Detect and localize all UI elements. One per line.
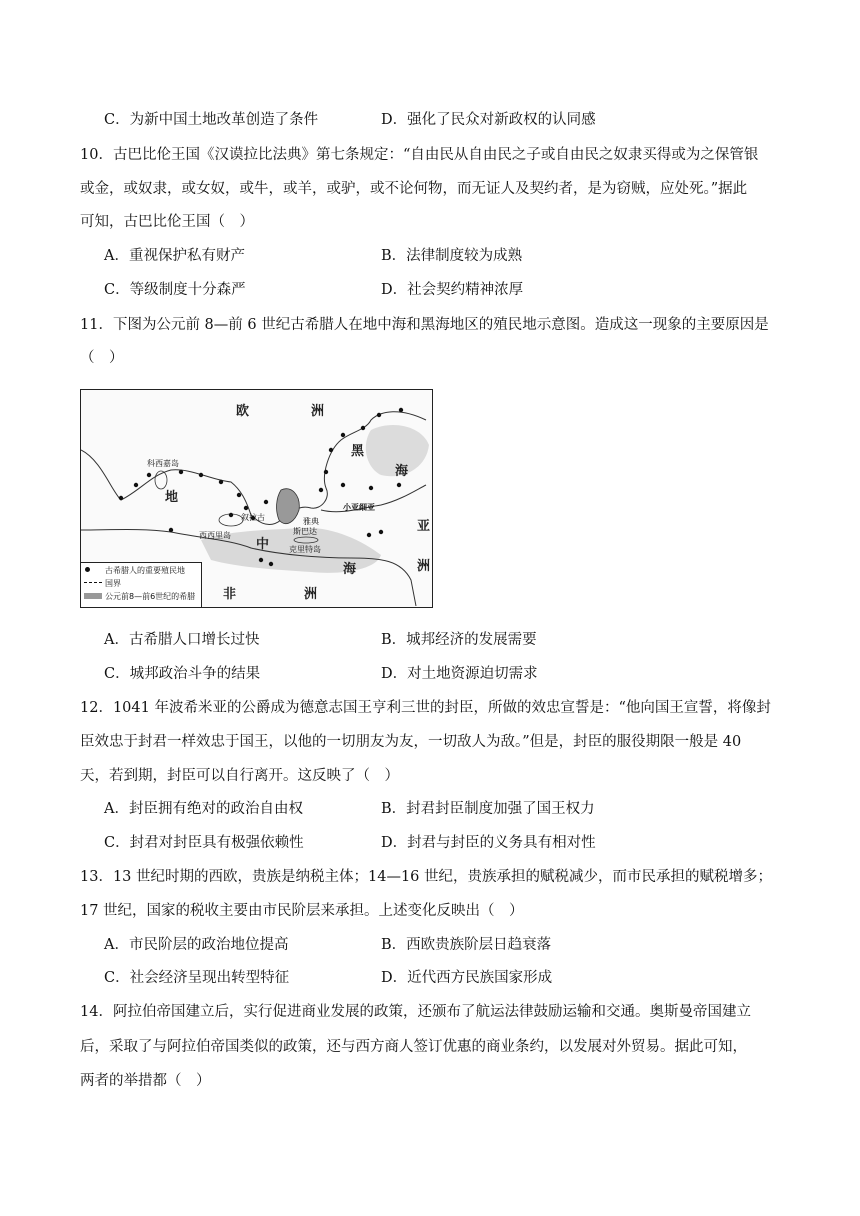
q13-option-d: D．近代西方民族国家形成 [381, 970, 553, 986]
map-label-crete: 克里特岛 [289, 545, 321, 554]
q12-option-c: C．封君对封臣具有极强依赖性 [104, 835, 304, 851]
map-label-africa-2: 洲 [304, 587, 318, 602]
q11-stem-line1: 11．下图为公元前 8—前 6 世纪古希腊人在地中海和黑海地区的殖民地示意图。造成这一现象的主要原因是 [80, 317, 769, 333]
legend-greece-icon [84, 593, 102, 599]
q14-stem-line2: 后，采取了与阿拉伯帝国类似的政策，还与西方商人签订优惠的商业条约，以发展对外贸易。据此可知， [80, 1039, 747, 1055]
map-label-black-2: 海 [395, 464, 409, 479]
q13-option-b: B．西欧贵族阶层日趋衰落 [381, 937, 552, 953]
legend-border-icon [84, 582, 102, 583]
map-label-asia-minor: 小亚细亚 [343, 503, 375, 512]
q10-option-b: B．法律制度较为成熟 [381, 248, 523, 264]
q12-stem-line1: 12．1041 年波希米亚的公爵成为德意志国王亨利三世的封臣，所做的效忠宣誓是：“他向国王宣誓，将像封 [80, 700, 771, 716]
map-label-medi-2: 中 [256, 537, 270, 552]
map-label-europe-2: 洲 [311, 404, 325, 419]
map-label-medi-3: 海 [343, 562, 357, 577]
q10-option-c: C．等级制度十分森严 [104, 282, 246, 298]
q13-option-c: C．社会经济呈现出转型特征 [104, 970, 290, 986]
legend-dot-icon [85, 567, 90, 572]
q14-stem-line1: 14．阿拉伯帝国建立后，实行促进商业发展的政策，还颁布了航运法律鼓励运输和交通。奥斯曼帝国建立 [80, 1004, 751, 1020]
legend-border: 国界 [105, 579, 121, 588]
q9-option-d: D．强化了民众对新政权的认同感 [381, 112, 596, 128]
q11-stem-line2: （ ） [80, 350, 124, 366]
q13-stem-line2: 17 世纪，国家的税收主要由市民阶层来承担。上述变化反映出（ ） [80, 903, 524, 919]
map-label-sicily: 西西里岛 [199, 531, 231, 540]
legend-colony: 古希腊人的重要殖民地 [105, 566, 185, 575]
q13-option-a: A．市民阶层的政治地位提高 [104, 937, 289, 953]
map-label-sparta: 斯巴达 [293, 527, 317, 536]
map-label-black-1: 黑 [351, 444, 365, 459]
q10-stem-line1: 10．古巴比伦王国《汉谟拉比法典》第七条规定：“自由民从自由民之子或自由民之奴隶买得或为之保管银 [80, 147, 759, 163]
q10-option-a: A．重视保护私有财产 [104, 248, 245, 264]
map-label-africa-1: 非 [223, 587, 237, 602]
map-label-syracuse: 叙拉古 [241, 513, 265, 522]
q9-option-c: C．为新中国土地改革创造了条件 [104, 112, 319, 128]
q12-stem-line3: 天，若到期，封臣可以自行离开。这反映了（ ） [80, 768, 399, 784]
q14-stem-line3: 两者的举措都（ ） [80, 1073, 211, 1089]
q13-stem-line1: 13．13 世纪时期的西欧，贵族是纳税主体；14—16 世纪，贵族承担的赋税减少，而市民承担的赋税增多； [80, 869, 773, 885]
legend-greece: 公元前8—前6世纪的希腊 [105, 592, 196, 601]
q11-option-d: D．对土地资源迫切需求 [381, 666, 538, 682]
q11-option-b: B．城邦经济的发展需要 [381, 632, 537, 648]
q11-option-a: A．古希腊人口增长过快 [104, 632, 260, 648]
map-label-asia-1: 亚 [417, 519, 431, 534]
q12-option-a: A．封臣拥有绝对的政治自由权 [104, 801, 303, 817]
map-label-athens: 雅典 [303, 517, 319, 526]
q12-option-b: B．封君封臣制度加强了国王权力 [381, 801, 595, 817]
map-label-medi-1: 地 [165, 490, 179, 505]
colony-map [80, 389, 433, 608]
q12-stem-line2: 臣效忠于封君一样效忠于国王，以他的一切朋友为友，一切敌人为敌。”但是，封臣的服役期限一般是 40 [80, 734, 742, 750]
q12-option-d: D．封君与封臣的义务具有相对性 [381, 835, 596, 851]
map-label-europe-1: 欧 [236, 404, 250, 419]
q11-option-c: C．城邦政治斗争的结果 [104, 666, 261, 682]
q10-stem-line3: 可知，古巴比伦王国（ ） [80, 214, 254, 230]
map-label-corsica: 科西嘉岛 [147, 459, 179, 468]
map-label-asia-2: 洲 [417, 559, 431, 574]
q10-option-d: D．社会契约精神浓厚 [381, 282, 524, 298]
q10-stem-line2: 或金，或奴隶，或女奴，或牛，或羊，或驴，或不论何物，而无证人及契约者，是为窃贼，应处死。”据此 [80, 181, 748, 197]
map-legend [81, 562, 202, 607]
